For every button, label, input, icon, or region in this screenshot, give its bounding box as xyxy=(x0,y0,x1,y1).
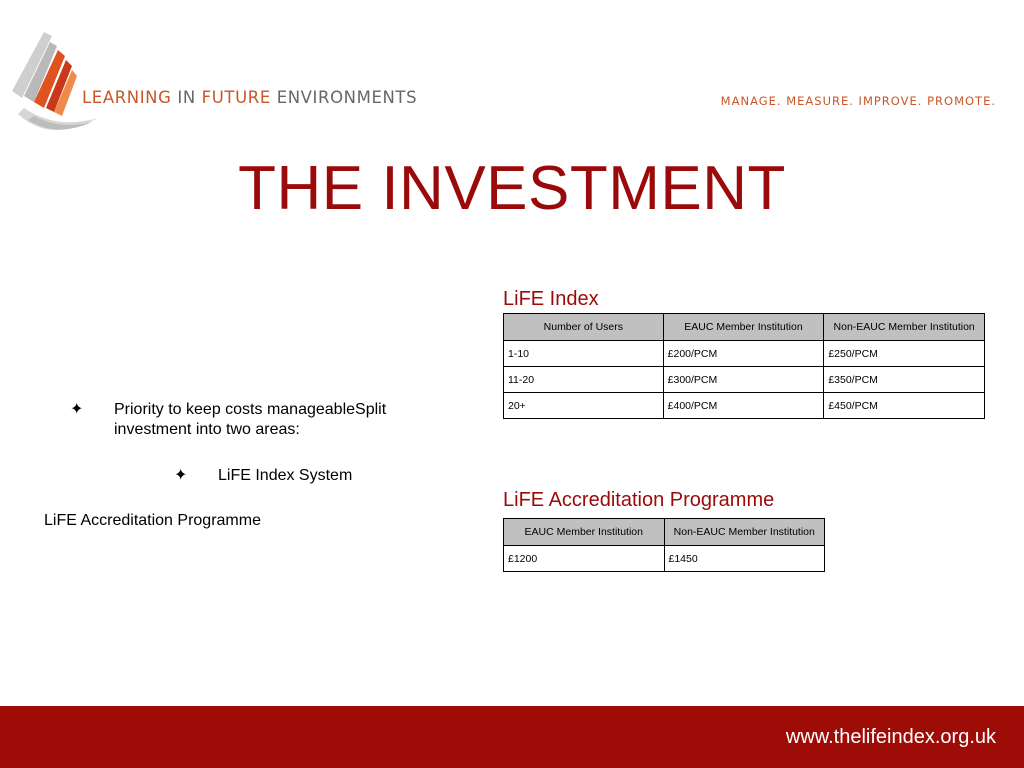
brand-part-in: IN xyxy=(177,88,202,107)
table-cell: £300/PCM xyxy=(663,367,824,393)
bullet-text-1: Priority to keep costs manageableSplit investment into two areas: xyxy=(114,401,387,438)
table-cell: £250/PCM xyxy=(824,341,985,367)
bullet-text-3: LiFE Accreditation Programme xyxy=(44,512,261,529)
table-cell: £400/PCM xyxy=(663,393,824,419)
slide-title: THE INVESTMENT xyxy=(238,154,786,223)
table-cell: £350/PCM xyxy=(824,367,985,393)
table-row xyxy=(504,367,985,393)
accreditation-table xyxy=(503,518,825,572)
bullet-text-2: LiFE Index System xyxy=(218,467,353,484)
index-table xyxy=(503,313,985,419)
brand-part-learning: LEARNING xyxy=(82,88,178,107)
table-cell: £450/PCM xyxy=(824,393,985,419)
header-cell: Non-EAUC Member Institution xyxy=(824,314,985,341)
table-cell: £1450 xyxy=(664,546,825,572)
table-cell: 1-10 xyxy=(504,341,664,367)
header-cell: EAUC Member Institution xyxy=(663,314,824,341)
brand-part-future: FUTURE xyxy=(201,88,277,107)
table-cell: £1200 xyxy=(504,546,665,572)
header-cell: EAUC Member Institution xyxy=(504,519,665,546)
brand-part-environments: ENVIRONMENTS xyxy=(276,88,418,107)
header-cell: Number of Users xyxy=(504,314,664,341)
table-row xyxy=(504,393,985,419)
footer-bar xyxy=(0,706,1024,768)
header-cell: Non-EAUC Member Institution xyxy=(664,519,825,546)
table-header-row xyxy=(504,519,825,546)
brand-wordmark xyxy=(82,88,417,107)
tagline: MANAGE. MEASURE. IMPROVE. PROMOTE. xyxy=(720,94,996,108)
table-row xyxy=(504,546,825,572)
accreditation-table-title: LiFE Accreditation Programme xyxy=(503,489,775,511)
footer-url: www.thelifeindex.org.uk xyxy=(785,726,996,748)
four-point-star-icon: ✦ xyxy=(174,467,188,484)
layered-sails-logo-icon xyxy=(10,26,100,141)
table-cell: £200/PCM xyxy=(663,341,824,367)
four-point-star-icon: ✦ xyxy=(70,401,84,418)
table-row xyxy=(504,341,985,367)
table-cell: 11-20 xyxy=(504,367,664,393)
table-cell: 20+ xyxy=(504,393,664,419)
index-table-title: LiFE Index xyxy=(503,288,599,310)
table-header-row xyxy=(504,314,985,341)
